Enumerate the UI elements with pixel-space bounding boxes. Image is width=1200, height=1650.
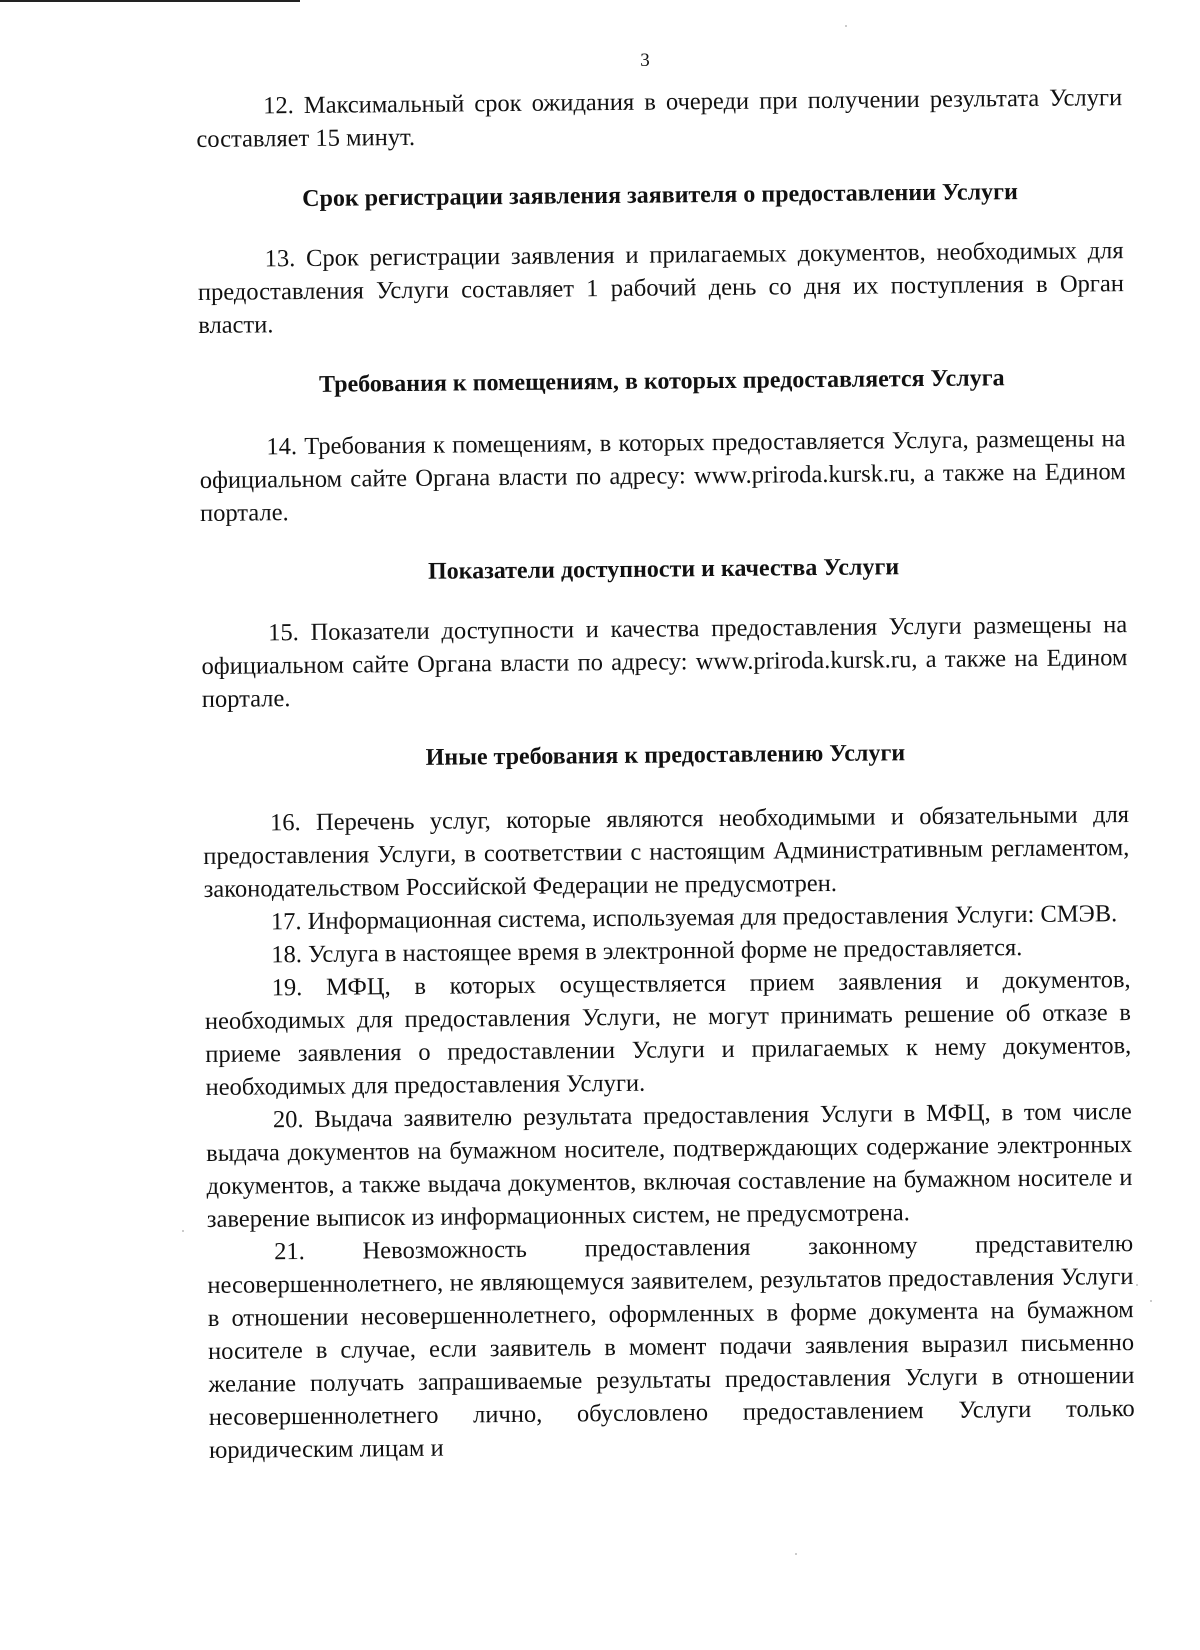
paragraph-20: 20. Выдача заявителю результата предоставления Услуги в МФЦ, в том числе выдача документов на бумажном носителе, подтверждающих содержание электронных документов, а также выдача документов, включая составление на бумажном носителе и заверение выписок из информационных систем, не предусмотрена. — [206, 1098, 1133, 1233]
paragraph-21: 21. Невозможность предоставления законному представителю несовершеннолетнего, не являющемуся заявителем, результатов предоставления Услуги в отношении несовершеннолетнего, оформленных в форме документа на бумажном носителе в случае, если заявитель в момент подачи заявления выразил письменно желание получать запрашиваемые результаты предоставления Услуги в отношении несовершеннолетнего лично, обусловлено предоставлением Услуги только юридическим лицам и — [207, 1230, 1135, 1464]
document-body — [196, 81, 1135, 1467]
scan-edge-mark — [0, 0, 300, 2]
scan-speck — [1150, 1300, 1152, 1302]
paragraph-12: 12. Максимальный срок ожидания в очереди при получении результата Услуги составляет 15 минут. — [196, 84, 1123, 153]
paragraph-18: 18. Услуга в настоящее время в электронной форме не предоставляется. — [271, 934, 1023, 969]
scan-speck — [182, 1230, 184, 1232]
page-number: 3 — [640, 50, 650, 71]
paragraph-19: 19. МФЦ, в которых осуществляется прием заявления и документов, необходимых для предоставления Услуги, не могут принимать решение об отказе в приеме заявления о предоставлении Услуги и прилагаемых к нему документов, необходимых для предоставления Услуги. — [204, 966, 1132, 1101]
heading-other-requirements: Иные требования к предоставлению Услуги — [425, 740, 906, 771]
paragraph-16: 16. Перечень услуг, которые являются необходимыми и обязательными для предоставления Услуги, в соответствии с настоящим Административным регламентом, законодательством Российской Федерации не предусмотрен. — [203, 801, 1130, 903]
paragraph-14: 14. Требования к помещениям, в которых предоставляется Услуга, размещены на официальном сайте Органа власти по адресу: www.priroda.kursk.ru, а также на Едином портале. — [199, 425, 1126, 527]
paragraph-15: 15. Показатели доступности и качества предоставления Услуги размещены на официальном сайте Органа власти по адресу: www.priroda.kursk.ru, а также на Едином портале. — [201, 611, 1128, 713]
heading-registration-term: Срок регистрации заявления заявителя о предоставлении Услуги — [302, 179, 1018, 212]
scan-speck — [1136, 1284, 1138, 1286]
paragraph-13: 13. Срок регистрации заявления и прилагаемых документов, необходимых для предоставления Услуги составляет 1 рабочий день со дня их поступления в Орган власти. — [197, 237, 1125, 339]
scan-speck — [795, 1553, 797, 1555]
heading-premises-requirements: Требования к помещениям, в которых предоставляется Услуга — [318, 365, 1005, 398]
paragraph-17: 17. Информационная система, используемая для предоставления Услуги: СМЭВ. — [270, 900, 1118, 936]
scan-speck — [845, 25, 847, 27]
heading-accessibility-quality: Показатели доступности и качества Услуги — [427, 554, 900, 585]
